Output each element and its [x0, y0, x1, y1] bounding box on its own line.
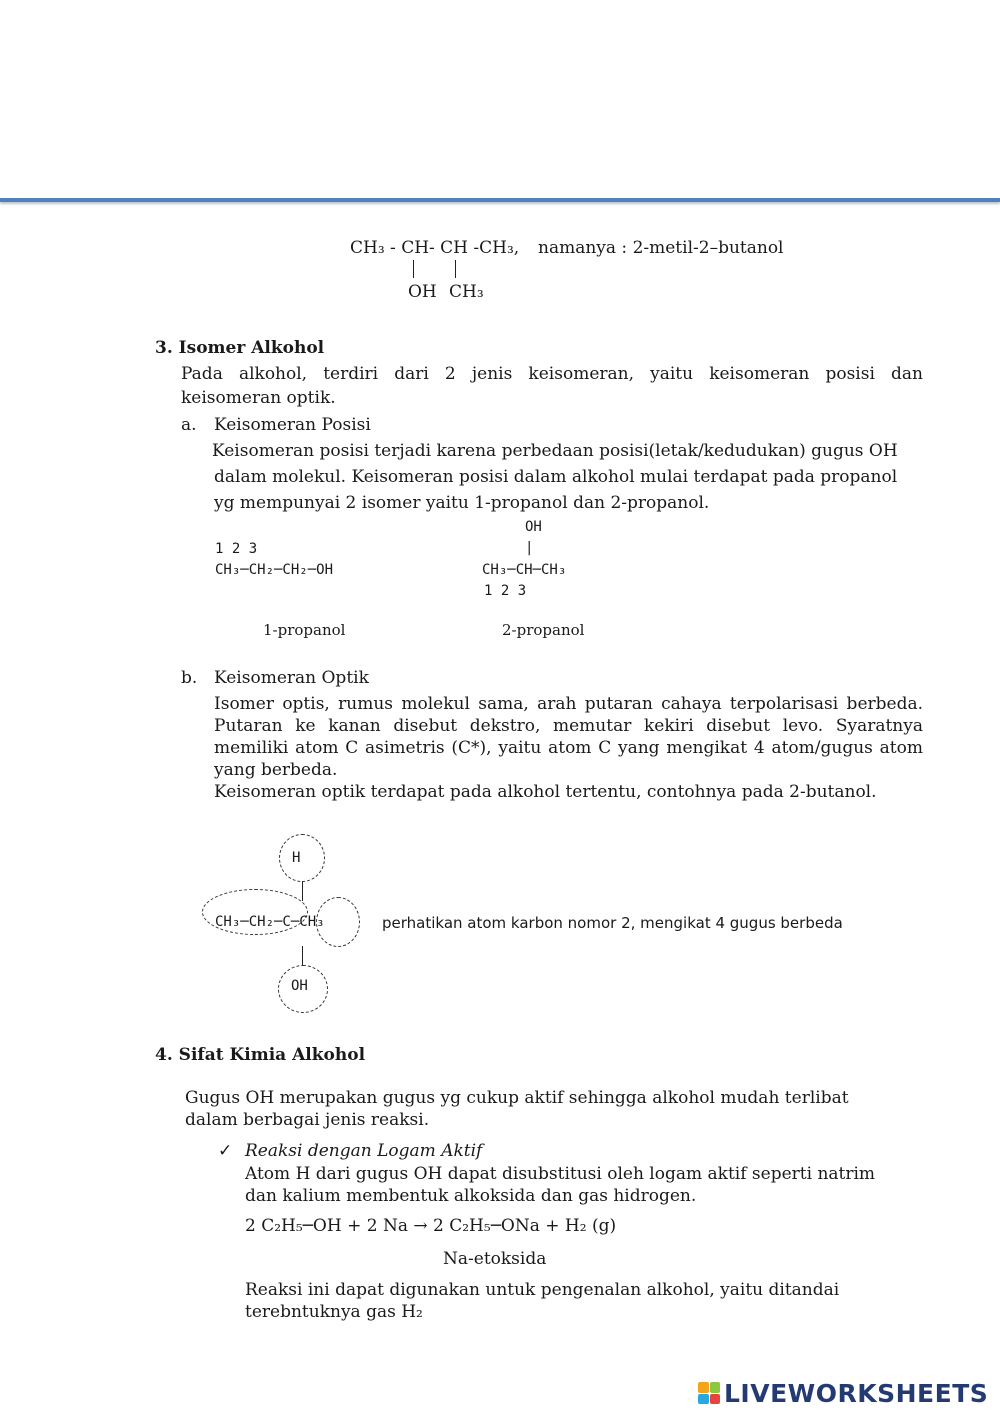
- check-icon: ✓: [218, 1141, 233, 1161]
- subsection-title: Keisomeran Optik: [214, 668, 369, 688]
- logo-text: LIVEWORKSHEETS: [724, 1378, 989, 1408]
- diagram-note: perhatikan atom karbon nomor 2, mengikat 4 gugus berbeda: [382, 914, 843, 932]
- bond-symbol: |: [525, 540, 534, 556]
- structural-formula: CH₃─CH₂─CH₂─OH: [215, 562, 334, 578]
- paragraph-line: Atom H dari gugus OH dapat disubstitusi oleh logam aktif seperti natrim: [245, 1164, 876, 1184]
- bond-line: [413, 260, 414, 278]
- reaction-equation: 2 C₂H₅─OH + 2 Na → 2 C₂H₅─ONa + H₂ (g): [245, 1216, 617, 1236]
- compound-name: 1-propanol: [263, 621, 346, 639]
- logo-icon: [698, 1382, 720, 1404]
- paragraph-line: terebntuknya gas H₂: [245, 1302, 423, 1322]
- hydroxyl-group: OH: [291, 978, 308, 994]
- bond-line: [302, 881, 303, 901]
- bond-line: [302, 946, 303, 966]
- structural-formula: CH₃─CH₂─C─CH₃: [215, 914, 325, 930]
- formula-sub-oh: OH: [408, 282, 437, 302]
- bond-line: [455, 260, 456, 278]
- carbon-numbers: 1 2 3: [215, 541, 258, 557]
- paragraph-line: yang berbeda.: [214, 760, 338, 780]
- hydroxyl-group: OH: [525, 519, 542, 535]
- formula-sub-ch3: CH₃: [449, 282, 484, 302]
- paragraph-line: Isomer optis, rumus molekul sama, arah putaran cahaya terpolarisasi berbeda.: [214, 694, 923, 714]
- paragraph-line: dalam berbagai jenis reaksi.: [185, 1110, 430, 1130]
- paragraph-line: Keisomeran posisi terjadi karena perbedaan posisi(letak/kedudukan) gugus OH: [212, 441, 898, 461]
- list-label: b.: [181, 668, 198, 688]
- section-heading: 3. Isomer Alkohol: [155, 338, 325, 358]
- hydrogen-atom: H: [292, 850, 301, 866]
- formula-name: namanya : 2-metil-2–butanol: [538, 238, 784, 258]
- paragraph-line: Gugus OH merupakan gugus yg cukup aktif sehingga alkohol mudah terlibat: [185, 1088, 849, 1108]
- paragraph-line: Keisomeran optik terdapat pada alkohol tertentu, contohnya pada 2-butanol.: [214, 782, 877, 802]
- structural-formula: CH₃─CH─CH₃: [482, 562, 567, 578]
- paragraph-line: dan kalium membentuk alkoksida dan gas hidrogen.: [245, 1186, 697, 1206]
- subsection-title: Keisomeran Posisi: [214, 415, 371, 435]
- compound-name: 2-propanol: [502, 621, 585, 639]
- paragraph-line: Reaksi ini dapat digunakan untuk pengenalan alkohol, yaitu ditandai: [245, 1280, 840, 1300]
- paragraph-line: Pada alkohol, terdiri dari 2 jenis keisomeran, yaitu keisomeran posisi dan: [181, 364, 923, 384]
- dashed-group-circle: [279, 834, 325, 882]
- paragraph-line: yg mempunyai 2 isomer yaitu 1-propanol dan 2-propanol.: [214, 493, 710, 513]
- item-title: Reaksi dengan Logam Aktif: [245, 1141, 483, 1161]
- header-rule: [0, 198, 1000, 202]
- section-heading: 4. Sifat Kimia Alkohol: [155, 1045, 366, 1065]
- carbon-numbers: 1 2 3: [484, 583, 527, 599]
- paragraph-line: memiliki atom C asimetris (C*), yaitu atom C yang mengikat 4 atom/gugus atom: [214, 738, 923, 758]
- list-label: a.: [181, 415, 197, 435]
- liveworksheets-logo: [698, 1378, 988, 1408]
- paragraph-line: dalam molekul. Keisomeran posisi dalam alkohol mulai terdapat pada propanol: [214, 467, 898, 487]
- paragraph-line: Putaran ke kanan disebut dekstro, memutar kekiri disebut levo. Syaratnya: [214, 716, 923, 736]
- formula-main-line: CH₃ - CH- CH -CH₃,: [350, 238, 520, 258]
- product-name: Na-etoksida: [443, 1249, 547, 1269]
- paragraph-line: keisomeran optik.: [181, 388, 336, 408]
